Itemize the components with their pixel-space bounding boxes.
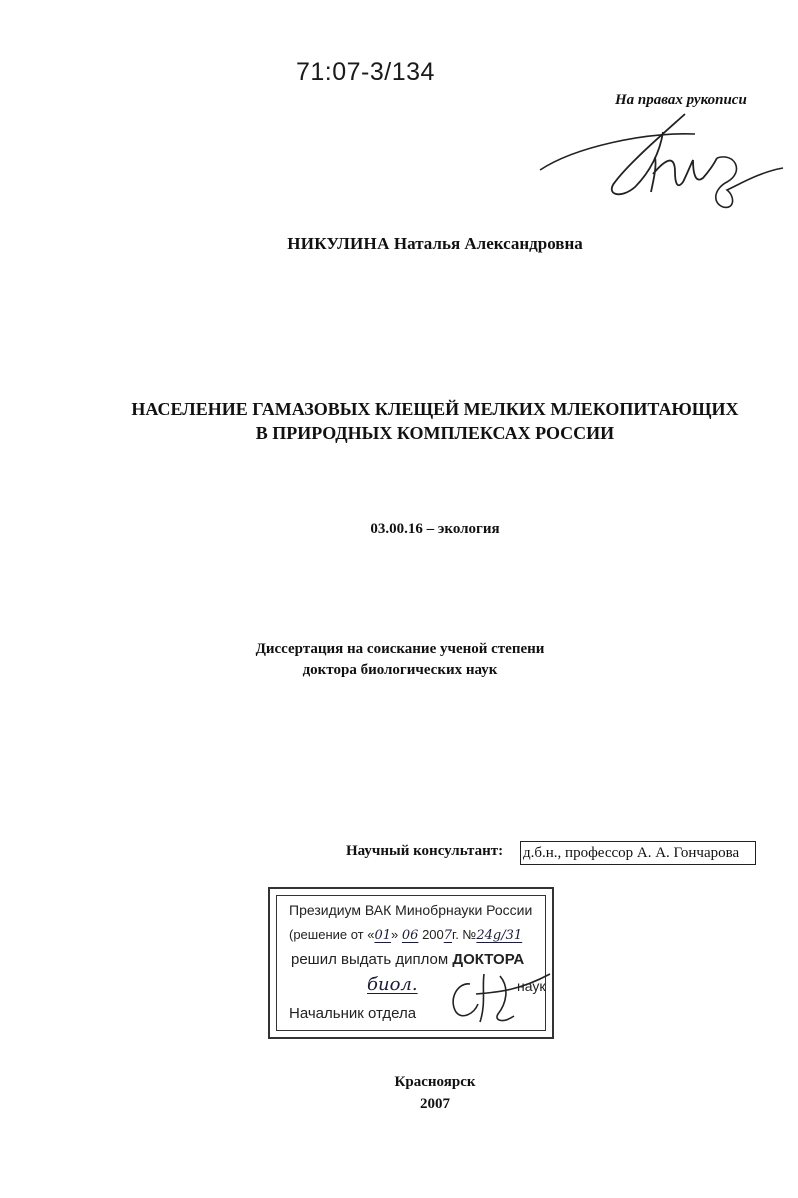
stamp-decision-number: 24g/31 [476,928,523,943]
author-given-names: Наталья Александровна [393,234,583,253]
stamp-award-text: решил выдать диплом [291,951,449,968]
author-surname: НИКУЛИНА [287,234,390,253]
degree-statement [0,639,798,681]
degree-line-2: доктора биологических наук [302,662,498,678]
stamp-field-suffix: наук [517,978,546,994]
consultant-label: Научный консультант: [346,843,504,859]
stamp-decision-month: 06 [401,928,419,943]
consultant-value: д.б.н., профессор А. А. Гончарова [520,841,756,865]
stamp-decision-year-prefix: 200 [422,927,444,942]
author-signature [535,112,785,212]
dissertation-title [0,397,798,445]
stamp-department-head: Начальник отдела [289,1005,417,1022]
stamp-signature [440,964,560,1028]
stamp-decision-g: г. № [452,927,477,942]
author-name [0,234,798,254]
title-line-1: НАСЕЛЕНИЕ ГАМАЗОВЫХ КЛЕЩЕЙ МЕЛКИХ МЛЕКОПИТАЮЩИХ [131,399,739,419]
stamp-decision [289,927,522,943]
footer [0,1071,798,1115]
stamp-field-handwritten: биол. [367,974,418,995]
catalog-number: 71:07-3/134 [296,58,435,86]
rights-note: На правах рукописи [615,92,747,108]
stamp-decision-year-digit: 7 [443,928,453,943]
city: Красноярск [394,1074,476,1090]
stamp-decision-day: 01 [374,928,392,943]
stamp-decision-mid: » [391,927,399,942]
stamp-award-degree: ДОКТОРА [452,951,525,968]
degree-line-1: Диссертация на соискание ученой степени [255,641,545,657]
year: 2007 [420,1096,450,1112]
stamp-authority: Президиум ВАК Минобрнауки России [289,902,533,918]
stamp-decision-prefix: (решение от « [289,927,375,942]
specialty: 03.00.16 – экология [370,521,500,537]
title-line-2: В ПРИРОДНЫХ КОМПЛЕКСАХ РОССИИ [255,423,615,443]
